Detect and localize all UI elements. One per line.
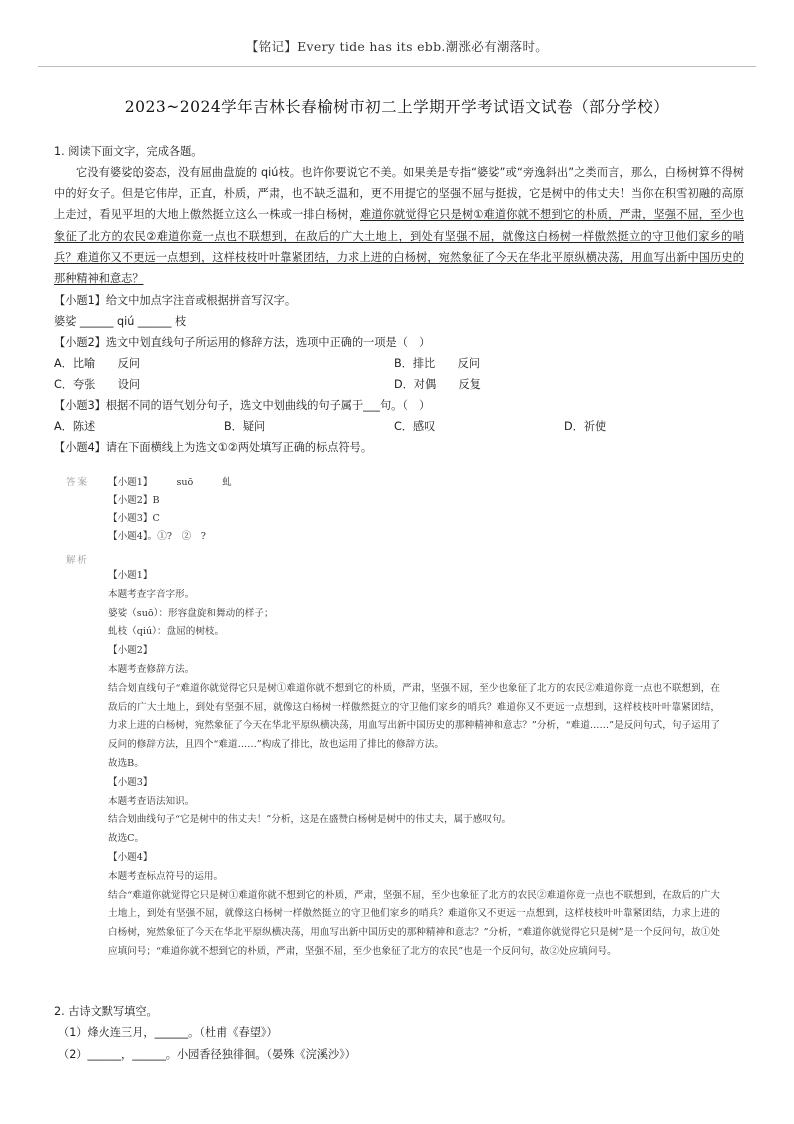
answer-line: 【小题4】。①? ② ? [108, 531, 206, 542]
sub-question-1-blanks: 婆娑 ______ qiú ______ 枝 [54, 315, 187, 328]
analysis-paragraph: 婆娑（suō）：形容盘旋和舞动的样子； [108, 607, 274, 619]
answer-line: 【小题1】 suō 虬 [108, 477, 232, 488]
option-c[interactable]: C．夸张 设问 [54, 378, 141, 391]
analysis-paragraph: 虬枝（qiú）：盘屈的树枝。 [108, 626, 225, 638]
analysis-paragraph: 【小题3】 [108, 776, 153, 788]
page-title: 2023~2024学年吉林长春榆树市初二上学期开学考试语文试卷（部分学校） [124, 98, 670, 116]
analysis-paragraph: 本题考查修辞方法。 [108, 663, 195, 675]
analysis-paragraph: 本题考查标点符号的运用。 [108, 870, 224, 882]
analysis-paragraph: 故选B。 [108, 757, 144, 769]
sub-question-1: 【小题1】给文中加点字注音或根据拼音写汉字。 [54, 294, 297, 307]
analysis-body [108, 567, 720, 962]
analysis-paragraph: 故选C。 [108, 833, 145, 845]
sub-question-3: 【小题3】根据不同的语气划分句子，选文中划曲线的句子属于___句。（ ） [54, 399, 431, 412]
sub-question-4: 【小题4】请在下面横线上为选文①②两处填写正确的标点符号。 [54, 441, 373, 454]
dotted-char: 娑 [121, 166, 133, 179]
analysis-paragraph: 【小题4】 [108, 851, 153, 863]
analysis-label: 解析 [66, 555, 90, 566]
option-c[interactable]: C．感叹 [394, 420, 436, 433]
analysis-paragraph: 本题考查字音字形。 [108, 588, 195, 600]
question-1-passage [54, 162, 744, 289]
option-d[interactable]: D．祈使 [564, 420, 607, 433]
option-b[interactable]: B．排比 反问 [394, 357, 480, 370]
answer-label: 答案 [66, 477, 90, 488]
analysis-paragraph: 本题考查语法知识。 [108, 795, 195, 807]
sub-question-2: 【小题2】选文中划直线句子所运用的修辞方法，选项中正确的一项是（ ） [54, 336, 431, 349]
analysis-paragraph: 结合划曲线句子“它是树中的伟丈夫！”分析，这是在盛赞白杨树是树中的伟丈夫，属于感叹句。 [108, 814, 512, 826]
question-2-line-1: （1）烽火连三月，______。（杜甫《春望》） [58, 1026, 278, 1039]
question-2-heading: 2. 古诗文默写填空。 [54, 1005, 158, 1018]
option-a[interactable]: A．比喻 反问 [54, 357, 140, 370]
analysis-paragraph: 【小题2】 [108, 645, 153, 657]
underlined-sentences: 难道你就觉得它只是树①难道你就不想到它的朴质，严肃，坚强不屈，至少也象征了北方的农民②难道你竟一点也不联想到，在敌后的广大土地上，到处有坚强不屈，就像这白杨树一样傲然挺立的守卫他们家乡的哨兵？难道你又不更远一点想到，这样枝枝叶叶靠紧团结，力求上进的白杨树，宛然象征了今天在华北平原纵横决荡，用血写出新中国历史的那种精神和意志？ [54, 208, 744, 286]
option-a[interactable]: A．陈述 [54, 420, 96, 433]
header-divider [38, 66, 756, 67]
answer-line: 【小题3】C [108, 513, 160, 524]
option-b[interactable]: B．疑问 [224, 420, 266, 433]
analysis-paragraph: 【小题1】 [108, 570, 153, 581]
answer-line: 【小题2】B [108, 495, 160, 506]
header-motto: 【铭记】Every tide has its ebb.潮涨必有潮落时。 [245, 39, 549, 54]
question-1-heading: 1. 阅读下面文字，完成各题。 [54, 145, 203, 158]
option-d[interactable]: D．对偶 反复 [394, 378, 481, 391]
analysis-paragraph: 结合划直线句子“难道你就觉得它只是树①难道你就不想到它的朴质，严肃，坚强不屈，至少也象征了北方的农民②难道你竟一点也不联想到，在敌后的广大土地上，到处有坚强不屈，就像这白杨树一样傲然挺立的守卫他们家乡的哨兵？难道你又不更远一点想到，这样枝枝叶叶靠紧团结，力求上进的白杨树，宛然象征了今天在华北平原纵横决荡，用血写出新中国历史的那种精神和意志？”分析，“难道……”是反问句式，句子运用了反问的修辞方法，且四个“难道……”构成了排比，故也运用了排比的修辞方法。 [108, 682, 720, 751]
question-2-line-2: （2）______，______。小园香径独徘徊。（晏殊《浣溪沙》） [58, 1048, 356, 1061]
passage-text-c: 的姿态，没有屈曲盘旋的 qiú枝。也许你要说它不美。如果美是专指“婆娑”或“旁逸斜出”之类而言，那么，白杨树算不得树中的好女子。但是它伟岸，正直，朴质，严肃，也不缺乏温和，更不用提它的坚强不屈与挺拔，它是树中的伟丈夫！当你在积雪初融的高原上走过，看见平坦的大地上傲然挺立这么一株或一排白杨树， [54, 166, 744, 222]
analysis-paragraph: 结合“难道你就觉得它只是树①难道你就不想到它的朴质，严肃，坚强不屈，至少也象征了北方的农民②难道你竟一点也不联想到，在敌后的广大土地上，到处有坚强不屈，就像这白杨树一样傲然挺立的守卫他们家乡的哨兵？难道你又不更远一点想到，这样枝枝叶叶靠紧团结，力求上进的白杨树，宛然象征了今天在华北平原纵横决荡，用血写出新中国历史的那种精神和意志？”分析，“难道你就觉得它只是树”是一个反问句，故①处应填问号；“难道你就不想到它的朴质，严肃，坚强不屈，至少也象征了北方的农民”也是一个反问句，故②处应填问号。 [108, 889, 720, 957]
passage-text-a: 它没有婆 [76, 166, 122, 179]
